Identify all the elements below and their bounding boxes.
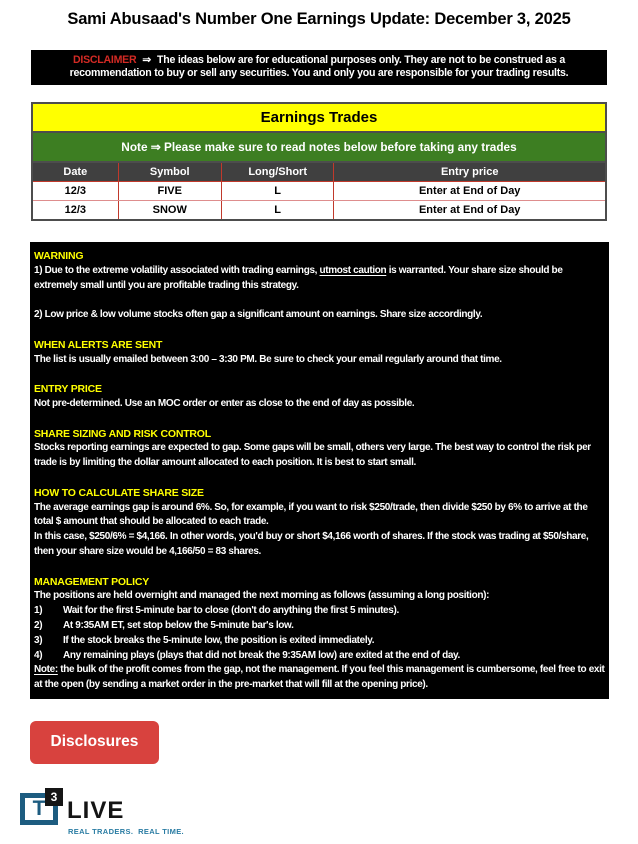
table-note: Note ⇒ Please make sure to read notes below before taking any trades [32, 132, 606, 162]
note-text: The average earnings gap is around 6%. So, for example, if you want to risk $250/trade, then divide $250 by 6% to arrive at the total $ amount that should be allocated to each trade. [34, 501, 588, 528]
underlined-text: Note: [34, 664, 58, 676]
note-text: At 9:35AM ET, set stop below the 5-minute bar's low. [63, 619, 294, 631]
list-marker: 1) [34, 605, 43, 617]
table-cell: 12/3 [32, 182, 118, 201]
note-section [34, 382, 605, 412]
note-section [34, 249, 605, 323]
disclaimer-text: The ideas below are for educational purposes only. They are not to be construed as a recommendation to buy or sell any securities. You and only you are responsible for your trading results. [69, 54, 569, 80]
note-section [34, 338, 605, 368]
disclosures-button[interactable]: Disclosures [30, 721, 159, 764]
disclaimer-label: DISCLAIMER [72, 54, 137, 66]
disclaimer-bar [31, 50, 607, 85]
earnings-trades-table [31, 102, 607, 221]
column-header-date: Date [32, 162, 118, 182]
page-title: Sami Abusaad's Number One Earnings Update: December 3, 2025 [67, 10, 571, 28]
note-paragraph [34, 441, 605, 471]
note-paragraph [34, 501, 605, 531]
table-title: Earnings Trades [32, 103, 606, 132]
note-paragraph [34, 264, 605, 294]
note-paragraph [34, 353, 605, 368]
note-text: the bulk of the profit comes from the gap, not the management. If you feel this management is cumbersome, feel free to exit at the open (by sending a market order in the pre-market that will fill at the opening price). [34, 664, 605, 691]
note-text: 2) Low price & low volume stocks often gap a significant amount on earnings. Share size accordingly. [34, 309, 483, 321]
note-paragraph [34, 604, 605, 619]
note-section [34, 486, 605, 560]
table-cell: SNOW [118, 201, 221, 221]
note-paragraph [34, 619, 605, 634]
notes-box [30, 242, 609, 699]
t3-logo-letter-t: T [32, 797, 46, 821]
note-section [34, 575, 605, 693]
table-cell: Enter at End of Day [334, 201, 606, 221]
underlined-text: utmost caution [319, 264, 387, 276]
list-marker: 3) [34, 634, 43, 646]
note-text: Wait for the first 5-minute bar to close (don't do anything the first 5 minutes). [63, 605, 399, 617]
note-text: Not pre-determined. Use an MOC order or enter as close to the end of day as possible. [34, 397, 415, 409]
note-text: The list is usually emailed between 3:00 – 3:30 PM. Be sure to check your email regularly around that time. [34, 353, 502, 365]
note-text: is warranted. Your share size should be extremely small until you are profitable trading this strategy. [34, 264, 563, 291]
logo-live-text: LIVE [67, 796, 125, 824]
note-section [34, 427, 605, 471]
note-text: If the stock breaks the 5-minute low, the position is exited immediately. [63, 634, 375, 646]
column-header-entry-price: Entry price [334, 162, 606, 182]
note-paragraph [34, 589, 605, 604]
logo-tagline: REAL TRADERS. REAL TIME. [68, 826, 184, 836]
note-section-heading: WHEN ALERTS ARE SENT [34, 338, 163, 351]
note-paragraph [34, 663, 605, 693]
table-cell: Enter at End of Day [334, 182, 606, 201]
note-text: The positions are held overnight and managed the next morning as follows (assuming a long position): [34, 590, 490, 602]
disclaimer-arrow-icon: ⇒ [142, 54, 152, 66]
note-paragraph [34, 634, 605, 649]
note-section-heading: SHARE SIZING AND RISK CONTROL [34, 427, 211, 440]
note-text: Any remaining plays (plays that did not break the 9:35AM low) are exited at the end of day. [63, 649, 460, 661]
note-paragraph [34, 530, 605, 560]
note-section-heading: ENTRY PRICE [34, 383, 102, 396]
note-paragraph [34, 308, 605, 323]
note-section-heading: WARNING [34, 250, 84, 262]
list-marker: 2) [34, 619, 43, 631]
table-cell: 12/3 [32, 201, 118, 221]
note-paragraph [34, 397, 605, 412]
trades-table-body [32, 182, 606, 221]
table-cell: L [221, 182, 334, 201]
table-row [32, 182, 606, 201]
table-row [32, 201, 606, 221]
note-paragraph [34, 649, 605, 664]
t3-logo-number-3: 3 [45, 788, 63, 806]
note-text: Stocks reporting earnings are expected to gap. Some gaps will be small, others very large. The best way to control the risk per trade is by limiting the dollar amount allocated to each position. It is best to start small. [34, 442, 591, 469]
table-cell: FIVE [118, 182, 221, 201]
t3live-logo [20, 784, 280, 844]
note-text: In this case, $250/6% = $4,166. In other words, you'd buy or short $4,166 worth of shares. If the stock was trading at $50/share, then your share size would be 4,166/50 = 83 shares. [34, 531, 589, 557]
note-text: 1) Due to the extreme volatility associated with trading earnings, [34, 264, 320, 276]
column-header-long-short: Long/Short [221, 162, 334, 182]
note-section-heading: HOW TO CALCULATE SHARE SIZE [34, 486, 204, 499]
table-cell: L [221, 201, 334, 221]
list-marker: 4) [34, 649, 43, 661]
column-header-symbol: Symbol [118, 162, 221, 182]
note-section-heading: MANAGEMENT POLICY [34, 575, 150, 588]
